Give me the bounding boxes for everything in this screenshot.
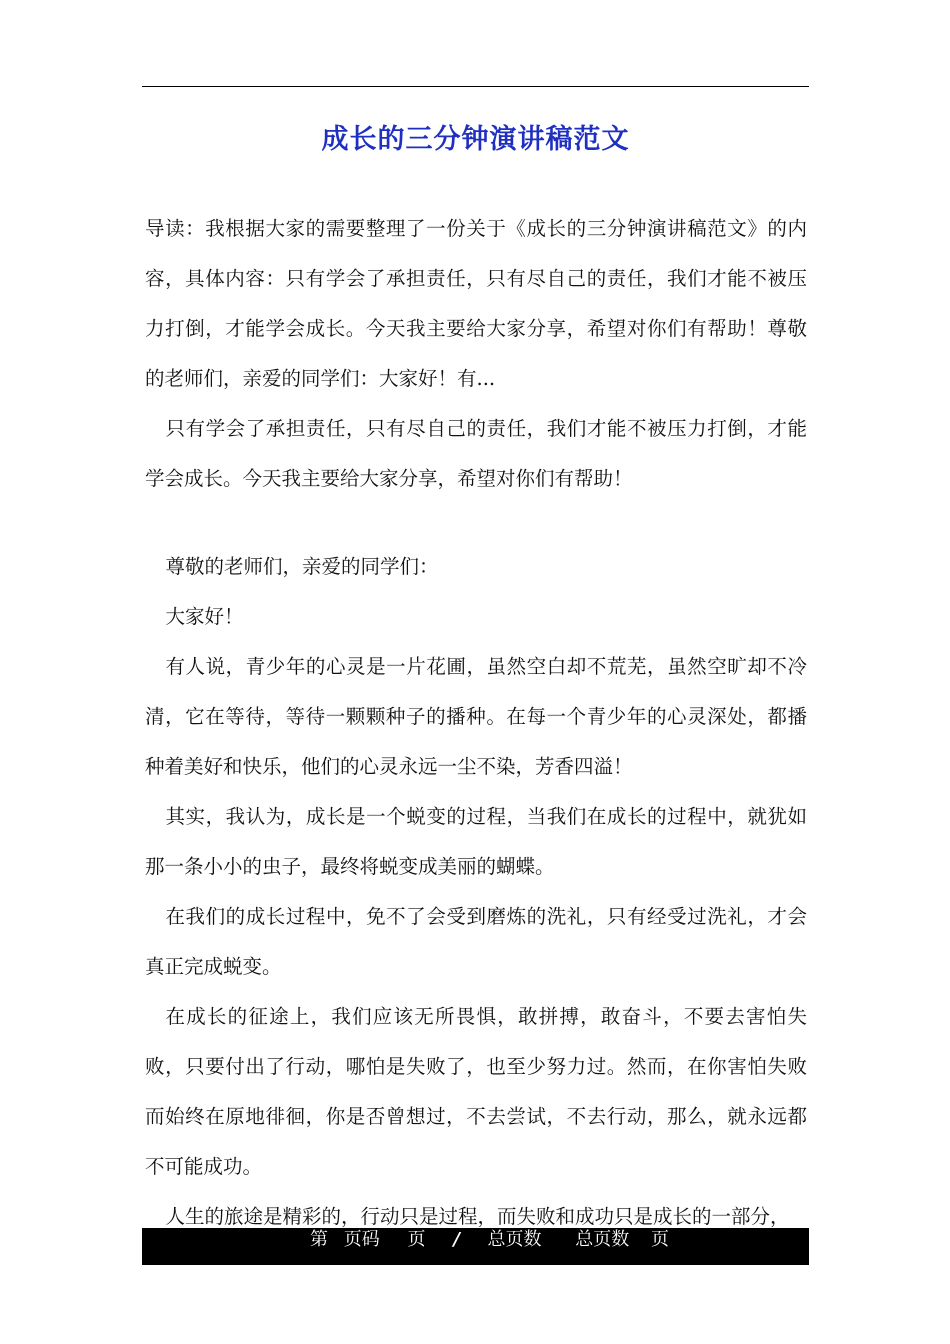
paragraph-summary: 只有学会了承担责任，只有尽自己的责任，我们才能不被压力打倒，才能学会成长。今天我主要给大家分享，希望对你们有帮助！ <box>145 417 807 490</box>
footer-text-page: 页 <box>407 1229 426 1250</box>
document-title: 成长的三分钟演讲稿范文 <box>321 124 630 155</box>
footer-text-total-pages: 总页数 <box>487 1229 542 1250</box>
footer-text-page-number: 页码 <box>343 1229 380 1250</box>
paragraph-gap <box>145 504 807 542</box>
paragraph-intro: 导读：我根据大家的需要整理了一份关于《成长的三分钟演讲稿范文》的内容，具体内容：只有学会了承担责任，只有尽自己的责任，我们才能不被压力打倒，才能学会成长。今天我主要给大家分享，希望对你们有帮助！尊敬的老师们，亲爱的同学们：大家好！有... <box>145 217 807 390</box>
paragraph-body-3: 在我们的成长过程中，免不了会受到磨炼的洗礼，只有经受过洗礼，才会真正完成蜕变。 <box>145 905 807 978</box>
paragraph-body-2: 其实，我认为，成长是一个蜕变的过程，当我们在成长的过程中，就犹如那一条小小的虫子，最终将蜕变成美丽的蝴蝶。 <box>145 805 807 878</box>
paragraph-greeting: 大家好！ <box>165 605 244 628</box>
page-footer <box>142 1228 809 1265</box>
footer-text-total-pages-value: 总页数 <box>575 1229 630 1250</box>
document-body <box>145 204 807 1242</box>
paragraph-body-5: 人生的旅途是精彩的，行动只是过程，而失败和成功只是成长的一部分， <box>165 1205 790 1228</box>
footer-text-page-end: 页 <box>650 1229 669 1250</box>
paragraph-salutation: 尊敬的老师们，亲爱的同学们： <box>165 555 439 578</box>
footer-separator: / <box>453 1229 460 1250</box>
footer-page-indicator <box>310 1228 669 1252</box>
paragraph-body-4: 在成长的征途上，我们应该无所畏惧，敢拼搏，敢奋斗，不要去害怕失败，只要付出了行动，哪怕是失败了，也至少努力过。然而，在你害怕失败而始终在原地徘徊，你是否曾想过，不去尝试，不去行动，那么，就永远都不可能成功。 <box>145 1005 807 1178</box>
footer-text-di: 第 <box>310 1229 328 1250</box>
paragraph-body-1: 有人说，青少年的心灵是一片花圃，虽然空白却不荒芜，虽然空旷却不冷清，它在等待，等待一颗颗种子的播种。在每一个青少年的心灵深处，都播种着美好和快乐，他们的心灵永远一尘不染，芳香四溢！ <box>145 655 807 778</box>
header-rule <box>142 86 809 87</box>
